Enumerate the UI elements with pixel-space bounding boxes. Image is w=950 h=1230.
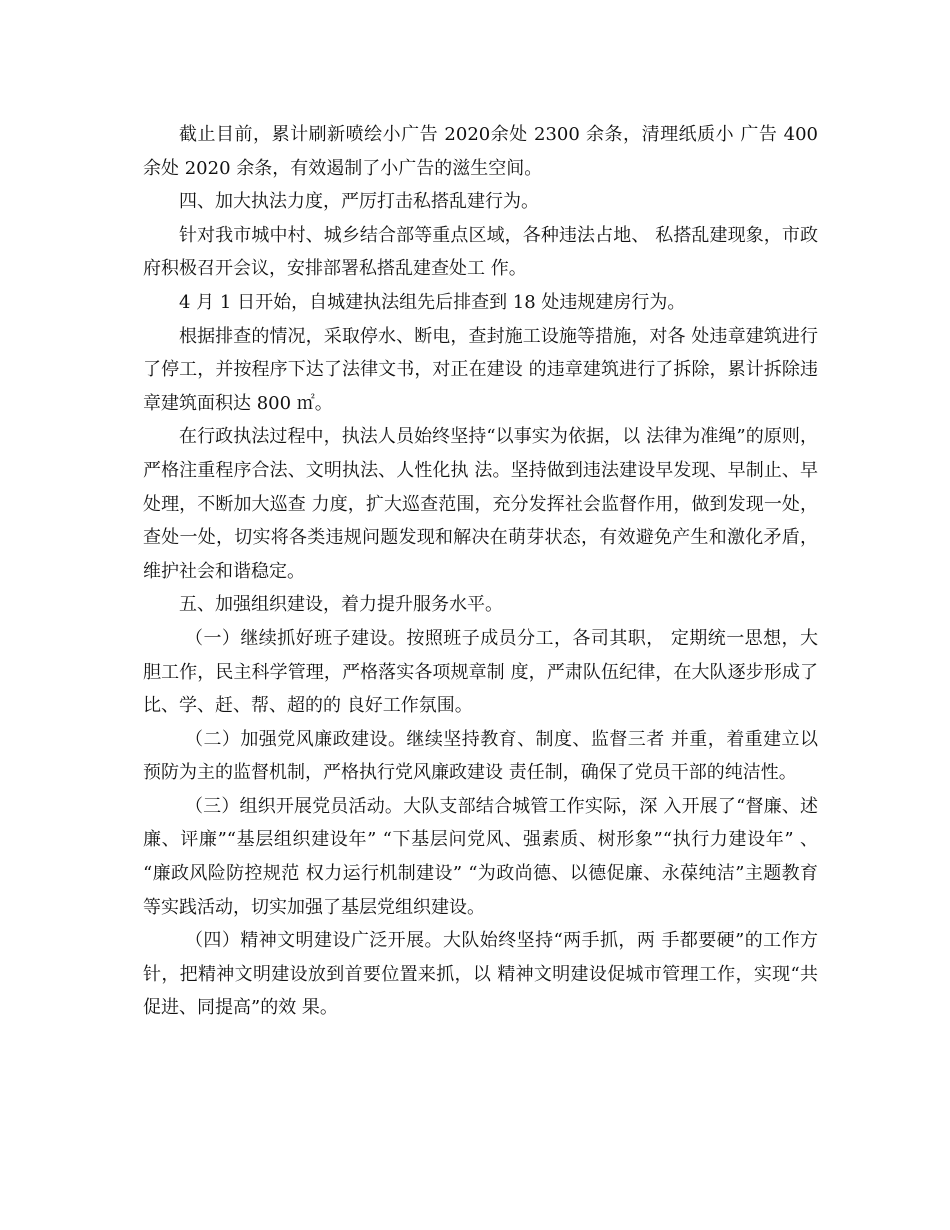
section-heading: 五、加强组织建设，着力提升服务水平。 <box>179 594 503 616</box>
document-body <box>143 118 818 1025</box>
subsection-paragraph: （四）精神文明建设广泛开展。大队始终坚持“两手抓，两 手都要硬”的工作方针，把精神文明建设放到首要位置来抓，以 精神文明建设促城市管理工作，实现“共促进、同提高”的效 果。 <box>143 930 818 1019</box>
subsection-paragraph: （一）继续抓好班子建设。按照班子成员分工，各司其职， 定期统一思想，大胆工作，民主科学管理，严格落实各项规章制 度，严肃队伍纪律，在大队逐步形成了比、学、赶、帮、超的的 良好工作氛围。 <box>143 627 818 717</box>
subsection-paragraph: （二）加强党风廉政建设。继续坚持教育、制度、监督三者 并重，着重建立以预防为主的监督机制，严格执行党风廉政建设 责任制，确保了党员干部的纯洁性。 <box>143 728 818 784</box>
paragraph: 4 月 1 日开始，自城建执法组先后排查到 18 处违规建房行为。 <box>179 291 686 313</box>
paragraph: 在行政执法过程中，执法人员始终坚持“以事实为依据，以 法律为准绳”的原则，严格注重程序合法、文明执法、人性化执 法。坚持做到违法建设早发现、早制止、早处理，不断加大巡查 力度，扩大巡查范围，充分发挥社会监督作用，做到发现一处， 查处一处，切实将各类违规问题发现和解决在萌芽状态，有效避免产生和激化矛盾，维护社会和谐稳定。 <box>143 426 818 582</box>
paragraph: 截止目前，累计刷新喷绘小广告 2020余处 2300 余条，清理纸质小 广告 400 余处 2020 余条，有效遏制了小广告的滋生空间。 <box>143 124 818 179</box>
paragraph: 根据排查的情况，采取停水、断电，查封施工设施等措施，对各 处违章建筑进行了停工，并按程序下达了法律文书，对正在建设 的违章建筑进行了拆除，累计拆除违章建筑面积达 800 ㎡。 <box>143 325 818 414</box>
subsection-paragraph: （三）组织开展党员活动。大队支部结合城管工作实际，深 入开展了“督廉、述廉、评廉”“基层组织建设年” “下基层问党风、强素质、树形象”“执行力建设年” 、 “廉政风险防控规范 权力运行机制建设” “为政尚德、以德促廉、永葆纯洁”主题教育 等实践活动，切实加强了基层党组织建设。 <box>143 795 818 918</box>
paragraph: 针对我市城中村、城乡结合部等重点区域，各种违法占地、 私搭乱建现象，市政府积极召开会议，安排部署私搭乱建查处工 作。 <box>143 224 818 280</box>
section-heading: 四、加大执法力度，严厉打击私搭乱建行为。 <box>179 191 539 213</box>
